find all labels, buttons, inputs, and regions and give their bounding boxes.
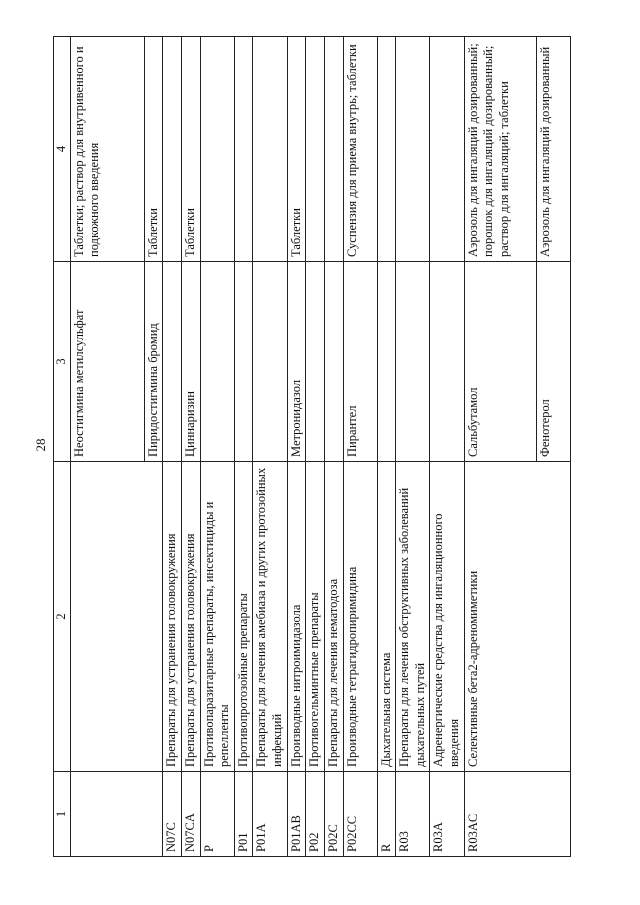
drug-list-table [53, 36, 571, 857]
dosage-forms-cell: Таблетки [144, 37, 163, 262]
table-row [70, 37, 144, 857]
drug-name-cell [306, 262, 325, 462]
atc-code-cell: P02CC [343, 772, 377, 857]
group-name-cell: Препараты для устранения головокружения [163, 462, 182, 772]
atc-code-cell: P02 [306, 772, 325, 857]
group-name-cell: Производные тетрагидропиримидина [343, 462, 377, 772]
group-name-cell: Противопаразитарные препараты, инсектициды и репелленты [200, 462, 234, 772]
drug-name-cell [234, 262, 253, 462]
dosage-forms-cell [253, 37, 287, 262]
drug-name-cell [163, 262, 182, 462]
column-header-3: 3 [54, 262, 71, 462]
drug-name-cell [324, 262, 343, 462]
atc-code-cell: R03 [396, 772, 430, 857]
drug-name-cell: Метронидазол [287, 262, 306, 462]
group-name-cell: Препараты для устранения головокружения [181, 462, 200, 772]
drug-name-cell: Пирантел [343, 262, 377, 462]
drug-name-cell: Сальбутамол [464, 262, 536, 462]
drug-name-cell [253, 262, 287, 462]
column-header-2: 2 [54, 462, 71, 772]
atc-code-cell [70, 772, 163, 857]
column-header-4: 4 [54, 37, 71, 262]
drug-name-cell: Фенотерол [536, 262, 570, 462]
drug-name-cell: Циннаризин [181, 262, 200, 462]
table-row [287, 37, 306, 857]
dosage-forms-cell: Аэрозоль для ингаляций дозированный; порошок для ингаляций дозированный; раствор для ингаляций; таблетки [464, 37, 536, 262]
atc-code-cell: P01AB [287, 772, 306, 857]
group-name-cell: Производные нитроимидазола [287, 462, 306, 772]
table-row [324, 37, 343, 857]
atc-code-cell: R [377, 772, 396, 857]
atc-code-cell: P [200, 772, 234, 857]
drug-name-cell [377, 262, 396, 462]
group-name-cell: Препараты для лечения амебиаза и других протозойных инфекций [253, 462, 287, 772]
group-name-cell: Селективные бета2-адреномиметики [464, 462, 570, 772]
rotated-table-region [53, 37, 585, 857]
atc-code-cell: R03AC [464, 772, 570, 857]
table-row [377, 37, 396, 857]
table-row [306, 37, 325, 857]
atc-code-cell: P01A [253, 772, 287, 857]
dosage-forms-cell: Таблетки; раствор для внутривенного и подкожного введения [70, 37, 144, 262]
column-header-1: 1 [54, 772, 71, 857]
table-row [234, 37, 253, 857]
dosage-forms-cell: Суспензия для приема внутрь; таблетки [343, 37, 377, 262]
dosage-forms-cell [324, 37, 343, 262]
dosage-forms-cell [377, 37, 396, 262]
atc-code-cell: P01 [234, 772, 253, 857]
dosage-forms-cell: Таблетки [181, 37, 200, 262]
group-name-cell: Дыхательная система [377, 462, 396, 772]
table-row [253, 37, 287, 857]
dosage-forms-cell [430, 37, 464, 262]
dosage-forms-cell [306, 37, 325, 262]
dosage-forms-cell: Таблетки [287, 37, 306, 262]
drug-name-cell [430, 262, 464, 462]
dosage-forms-cell [396, 37, 430, 262]
table-row [181, 37, 200, 857]
atc-code-cell: P02C [324, 772, 343, 857]
table-row [396, 37, 430, 857]
table-row [430, 37, 464, 857]
dosage-forms-cell [163, 37, 182, 262]
dosage-forms-cell [234, 37, 253, 262]
atc-code-cell: N07CA [181, 772, 200, 857]
atc-code-cell: R03A [430, 772, 464, 857]
group-name-cell: Препараты для лечения обструктивных заболеваний дыхательных путей [396, 462, 430, 772]
table-row [163, 37, 182, 857]
dosage-forms-cell [200, 37, 234, 262]
group-name-cell: Противогельминтные препараты [306, 462, 325, 772]
table-header-row [54, 37, 71, 857]
drug-name-cell: Неостигмина метилсульфат [70, 262, 144, 462]
table-row [343, 37, 377, 857]
table-row [464, 37, 536, 857]
group-name-cell: Препараты для лечения нематодоза [324, 462, 343, 772]
drug-name-cell [200, 262, 234, 462]
dosage-forms-cell: Аэрозоль для ингаляций дозированный [536, 37, 570, 262]
group-name-cell: Противопротозойные препараты [234, 462, 253, 772]
drug-name-cell: Пиридостигмина бромид [144, 262, 163, 462]
group-name-cell: Адренергические средства для ингаляционного введения [430, 462, 464, 772]
page-number: 28 [33, 438, 48, 452]
table-row [200, 37, 234, 857]
atc-code-cell: N07C [163, 772, 182, 857]
drug-name-cell [396, 262, 430, 462]
group-name-cell [70, 462, 163, 772]
